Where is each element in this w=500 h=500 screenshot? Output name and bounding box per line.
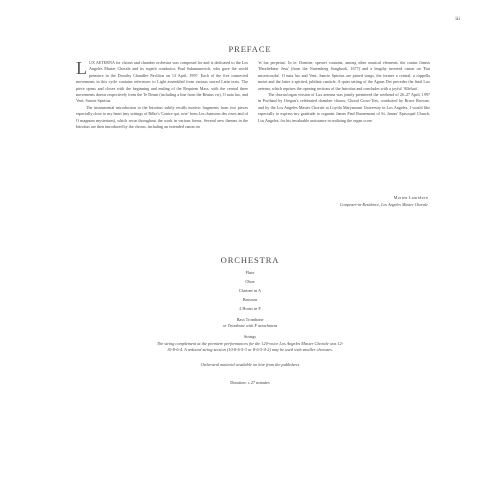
page-number: iii [455,16,460,22]
preface-right-column [258,60,430,124]
preface-paragraph-1: LUX AETERNA for chorus and chamber orchestra was composed for and is dedicated to the Los Angeles Master Chorale and its superb conductor, Paul Salamunovich, who gave the world premiere in the Dorothy Chandler Pavilion on 13 April, 1997. Each of the five connected movements in this cycle contains references to Light assembled from various sacred Latin texts. The piece opens and closes with the beginning and ending of the Requiem Mass, with the central three movements drawn respectively from the Te Deum (including a line from the Beatus vir), O nata lux, and Veni, Sancte Spiritus. [76,58,248,104]
instrument-bass-trombone: Bass Trombone [236,317,264,322]
strings-note-line-1: The string complement at the premiere performances for the 120-voice Los Angeles Master Chorale was 12- [156,341,344,346]
preface-paragraph-2: The instrumental introduction to the Introitus subtly recalls motivic fragments from two pieces especially close to my heart (my settings of Rilke's 'Contre qui, rose' from Les chansons des roses and of O magnum mysterium), which recur throughout the work in various forms. Several new themes in the Introitus are then introduced by the chorus, including an extended canon on [76,104,248,130]
signature-name: Morten Lauridsen [393,195,428,200]
orchestra-title: ORCHESTRA [220,255,280,265]
preface-title: PREFACE [228,44,272,54]
preface-paragraph-3: 'et lux perpetua'. In te, Domine, speravi contains, among other musical elements, the cantus firmus 'Herzliebster Jesu' (from the Nuremberg Songbook, 1677) and a lengthy inverted canon on 'Fiat misericordia'. O nata lux and Veni, Sancte Spiritus are paired songs, the former a central, a cappella motet and the latter a spirited, jubilant canticle. A quiet setting of the Agnus Dei precedes the final Lux aeterna, which reprises the opening sections of the Introitus and concludes with a joyful 'Alleluia'. [258,60,430,91]
strings-note-line-2: 10-8-6-4. A reduced string section (10-8-6-5-3 or 8-6-5-4-2) may be used with smaller choruses. [167,347,333,352]
instrument-horns: 2 Horns in F [239,306,261,311]
preface-paragraph-4: The chorus/organ version of Lux aeterna was jointly premiered the weekend of 26–27 April, 1997 in Portland by Oregon's celebrated chamber chorus, Choral Cross-Ties, conducted by Bruce Browne, and by the Los Angeles Master Chorale at Loyola Marymount University in Los Angeles. I would like especially to express my gratitude to organist James Paul Buonemani of St. James' Episcopal Church, Los Angeles, for his invaluable assistance in realizing the organ score. [258,92,430,123]
trombone-alternative: or Trombone with F attachment [222,323,278,328]
drop-cap: L [76,58,87,78]
duration: Duration: c.27 minutes [230,380,270,385]
signature-role: Composer-in-Residence, Los Angeles Master Chorale [339,202,428,207]
instrument-clarinet: Clarinet in A [238,288,262,293]
instrument-oboe: Oboe [245,279,255,284]
material-note: Orchestral material available on hire from the publishers [200,362,300,367]
strings-label: Strings [243,334,257,339]
instrument-bassoon: Bassoon [242,297,258,302]
instrument-flute: Flute [245,270,255,275]
preface-left-column [76,60,248,130]
